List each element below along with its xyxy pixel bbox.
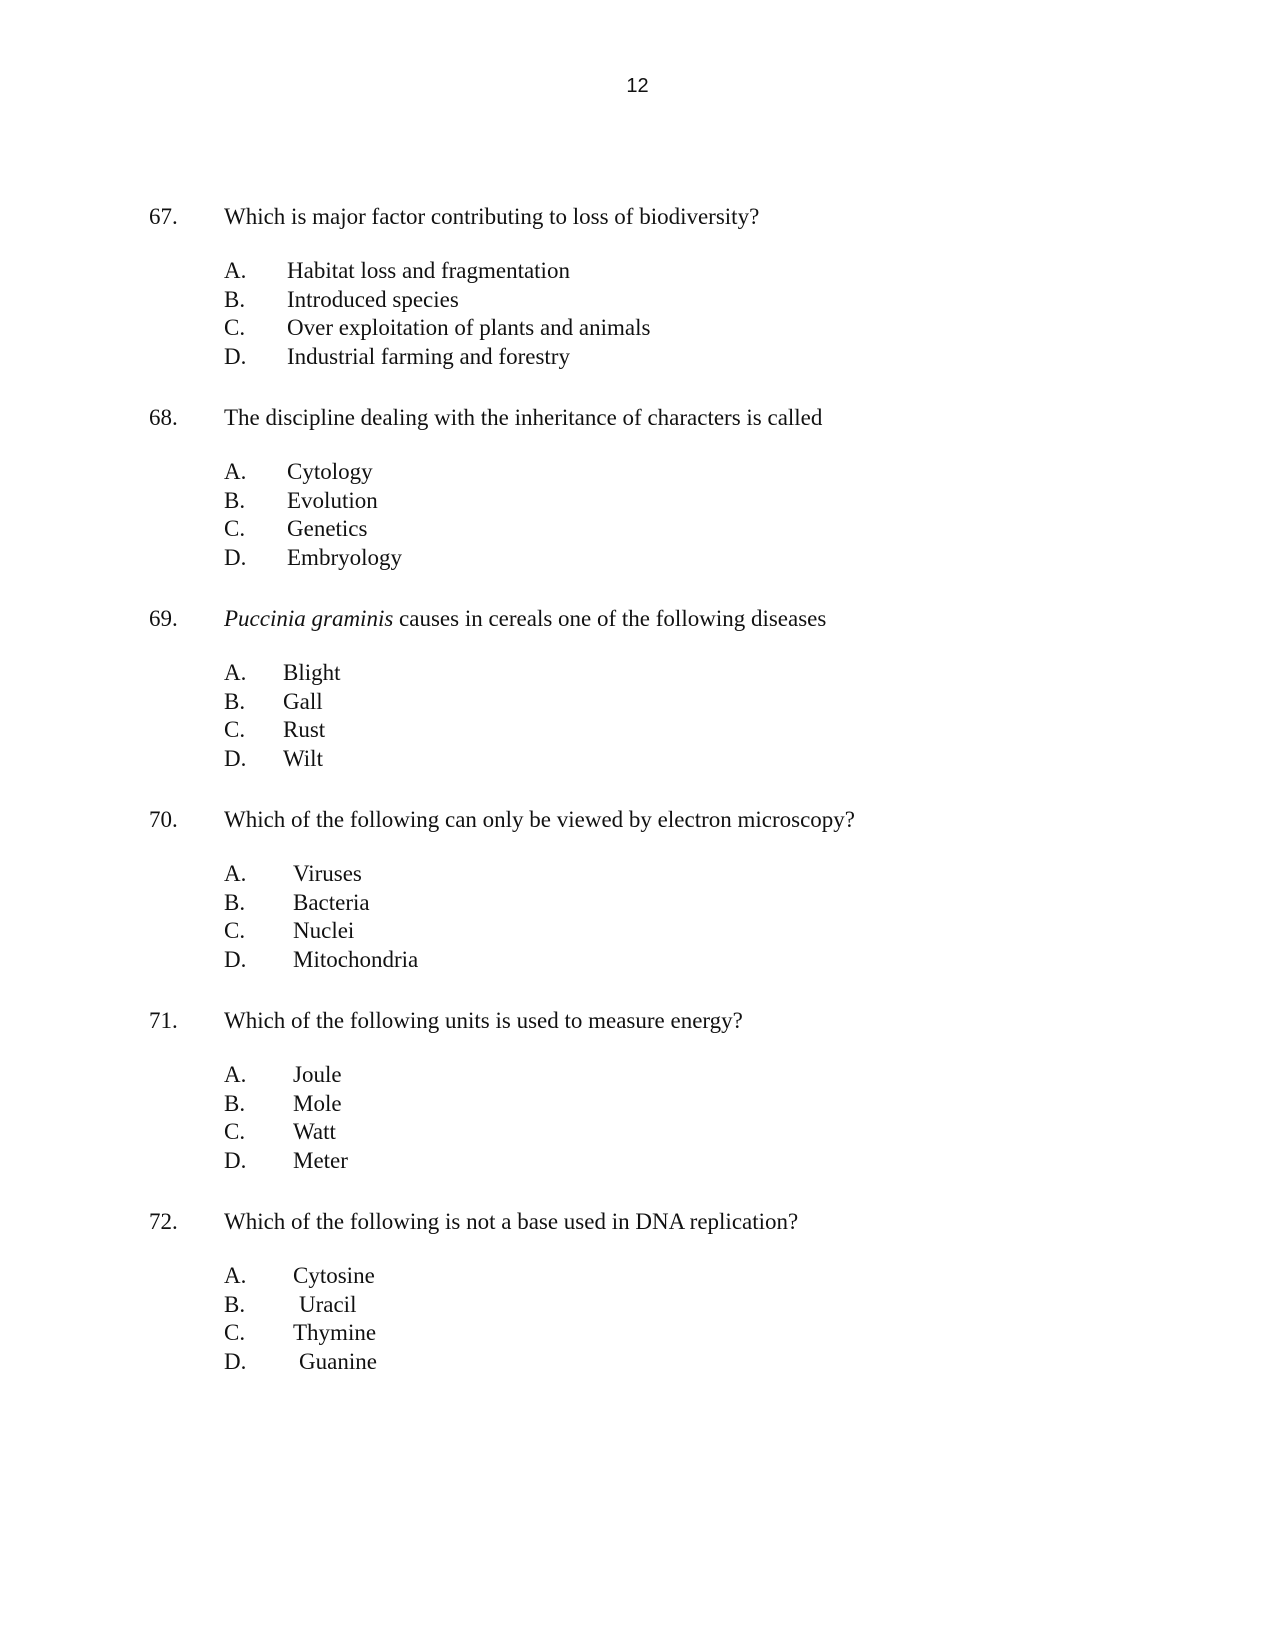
option-c[interactable] — [224, 917, 1199, 946]
option-letter: C. — [224, 516, 246, 542]
option-text: Nuclei — [293, 918, 355, 944]
option-c[interactable] — [224, 515, 1199, 544]
option-list — [224, 860, 1199, 975]
question-text — [224, 604, 826, 634]
option-d[interactable] — [224, 343, 1199, 372]
question-text: Which is major factor contributing to loss of biodiversity? — [224, 204, 760, 229]
question-71 — [149, 1006, 1199, 1176]
question-72 — [149, 1207, 1199, 1377]
option-letter: C. — [224, 918, 246, 944]
option-c[interactable] — [224, 716, 1199, 745]
species-name: Puccinia graminis — [224, 606, 394, 631]
option-list — [224, 1061, 1199, 1176]
question-text: The discipline dealing with the inheritance of characters is called — [224, 405, 823, 430]
option-text: Joule — [293, 1062, 342, 1087]
question-number: 71. — [149, 1008, 178, 1033]
option-letter: A. — [224, 861, 247, 886]
option-a[interactable] — [224, 458, 1199, 487]
option-a[interactable] — [224, 257, 1199, 286]
option-letter: C. — [224, 315, 246, 341]
option-letter: D. — [224, 947, 247, 973]
option-letter: D. — [224, 746, 247, 772]
option-text: Genetics — [287, 516, 368, 542]
option-text: Bacteria — [293, 889, 370, 915]
question-text: Which of the following units is used to measure energy? — [224, 1008, 743, 1033]
question-68 — [149, 403, 1199, 573]
page-number: 12 — [626, 75, 649, 97]
option-text: Cytology — [287, 459, 373, 484]
option-a[interactable] — [224, 659, 1199, 688]
question-number: 72. — [149, 1209, 178, 1234]
question-number: 69. — [149, 606, 178, 631]
question-70 — [149, 805, 1199, 975]
option-text: Evolution — [287, 487, 378, 513]
option-text: Uracil — [299, 1291, 357, 1317]
option-list — [224, 257, 1199, 372]
option-text: Gall — [283, 688, 323, 714]
option-a[interactable] — [224, 860, 1199, 889]
option-text: Rust — [283, 717, 326, 743]
option-letter: B. — [224, 1291, 246, 1317]
option-b[interactable] — [224, 286, 1199, 315]
option-b[interactable] — [224, 1291, 1199, 1320]
option-letter: D. — [224, 545, 247, 571]
option-letter: C. — [224, 1320, 246, 1346]
option-letter: B. — [224, 889, 246, 915]
option-a[interactable] — [224, 1262, 1199, 1291]
option-c[interactable] — [224, 1319, 1199, 1348]
option-b[interactable] — [224, 889, 1199, 918]
option-text: Introduced species — [287, 286, 459, 312]
option-d[interactable] — [224, 1348, 1199, 1377]
option-letter: A. — [224, 459, 247, 484]
option-letter: A. — [224, 258, 247, 283]
option-letter: B. — [224, 286, 246, 312]
question-67 — [149, 202, 1199, 372]
question-number: 67. — [149, 204, 178, 229]
option-text: Industrial farming and forestry — [287, 344, 570, 370]
option-text: Cytosine — [293, 1263, 375, 1288]
option-d[interactable] — [224, 1147, 1199, 1176]
option-text: Wilt — [283, 746, 323, 772]
option-list — [224, 659, 1199, 774]
question-69 — [149, 604, 1199, 774]
option-letter: A. — [224, 660, 247, 685]
option-text: Guanine — [299, 1349, 377, 1375]
option-text: Thymine — [293, 1320, 377, 1346]
option-d[interactable] — [224, 544, 1199, 573]
option-b[interactable] — [224, 487, 1199, 516]
option-list — [224, 458, 1199, 573]
option-text: Mole — [293, 1090, 342, 1116]
option-text: Habitat loss and fragmentation — [287, 258, 570, 283]
question-text: Which of the following can only be viewed by electron microscopy? — [224, 807, 856, 832]
option-text: Watt — [293, 1119, 336, 1145]
option-text: Viruses — [293, 861, 362, 886]
option-letter: B. — [224, 688, 246, 714]
option-letter: A. — [224, 1062, 247, 1087]
question-number: 68. — [149, 405, 178, 430]
question-number: 70. — [149, 807, 178, 832]
option-letter: C. — [224, 1119, 246, 1145]
option-text: Meter — [293, 1148, 348, 1174]
option-text: Embryology — [287, 545, 402, 571]
option-letter: B. — [224, 1090, 246, 1116]
option-list — [224, 1262, 1199, 1377]
option-text: Mitochondria — [293, 947, 419, 973]
option-b[interactable] — [224, 688, 1199, 717]
option-letter: D. — [224, 1148, 247, 1174]
option-text: Over exploitation of plants and animals — [287, 315, 651, 341]
option-letter: C. — [224, 717, 246, 743]
question-text-rest: causes in cereals one of the following diseases — [393, 606, 827, 631]
question-text: Which of the following is not a base used in DNA replication? — [224, 1209, 799, 1234]
option-a[interactable] — [224, 1061, 1199, 1090]
option-letter: D. — [224, 344, 247, 370]
option-text: Blight — [283, 660, 341, 685]
option-c[interactable] — [224, 1118, 1199, 1147]
option-c[interactable] — [224, 314, 1199, 343]
option-letter: B. — [224, 487, 246, 513]
option-d[interactable] — [224, 946, 1199, 975]
option-letter: D. — [224, 1349, 247, 1375]
option-letter: A. — [224, 1263, 247, 1288]
option-b[interactable] — [224, 1090, 1199, 1119]
option-d[interactable] — [224, 745, 1199, 774]
